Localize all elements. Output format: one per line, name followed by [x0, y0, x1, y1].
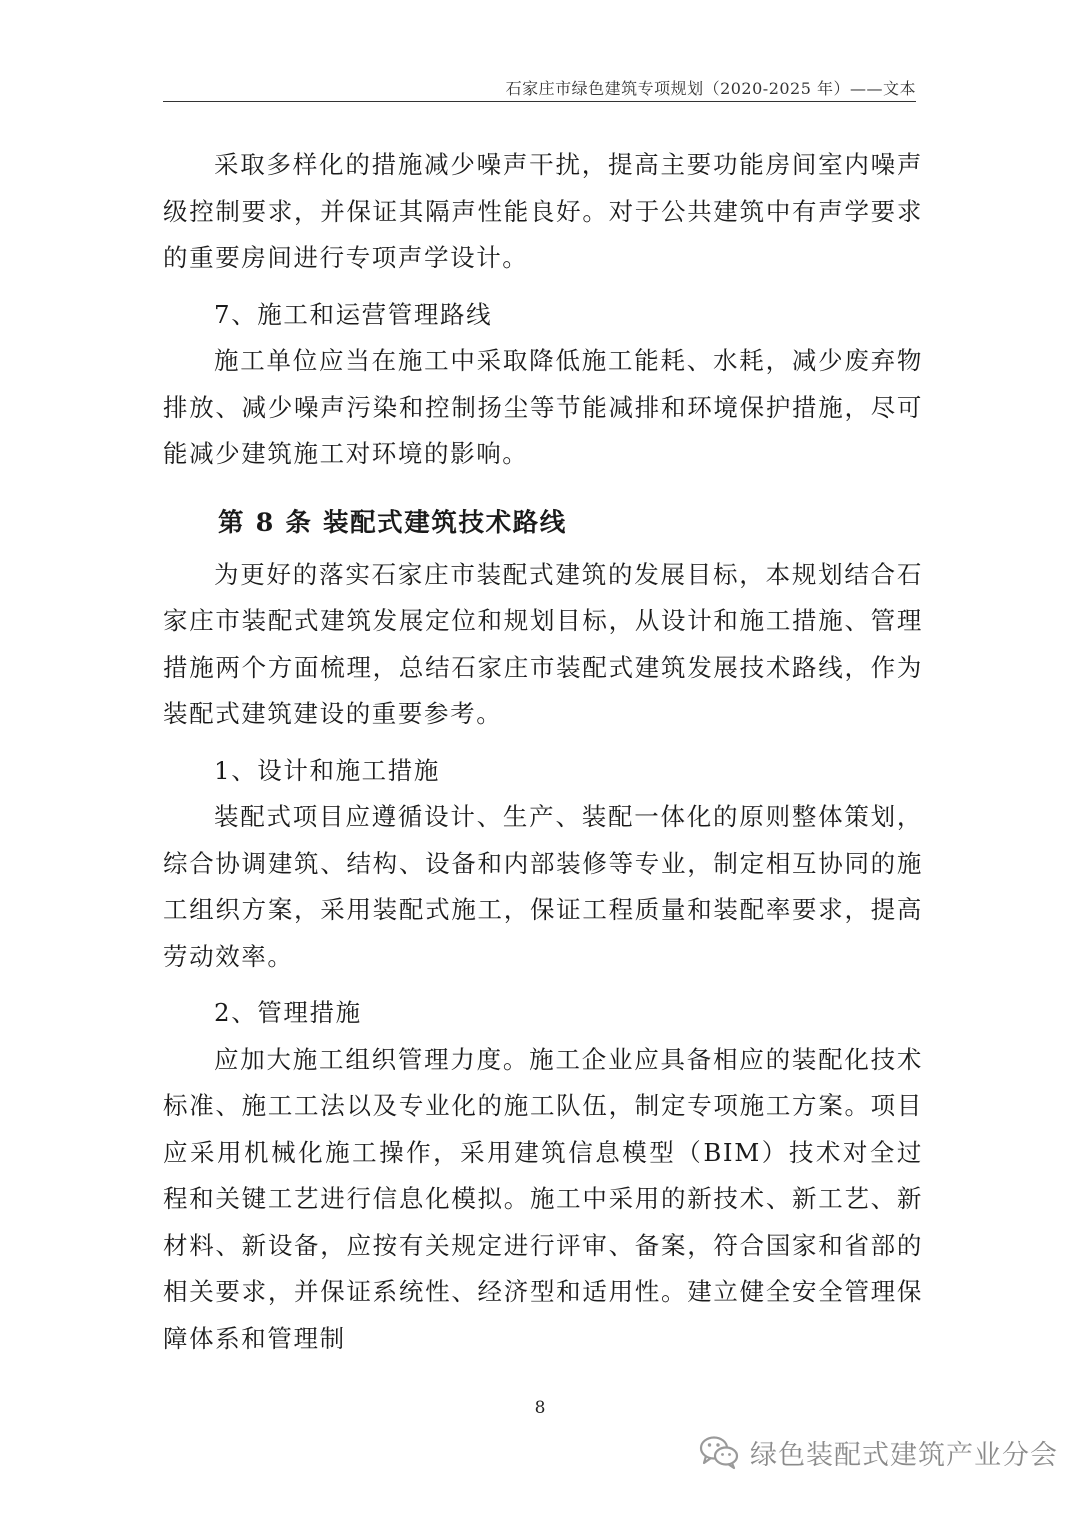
paragraph-design-construction: 装配式项目应遵循设计、生产、装配一体化的原则整体策划，综合协调建筑、结构、设备和内部装修等专业，制定相互协同的施工组织方案，采用装配式施工，保证工程质量和装配率要求，提高劳动效率。: [163, 802, 923, 971]
document-body: [163, 142, 923, 1362]
running-header: 石家庄市绿色建筑专项规划（2020-2025 年）——文本: [505, 79, 916, 98]
wechat-watermark: [698, 1432, 1058, 1472]
page-number: 8: [534, 1398, 546, 1418]
paragraph-management: 应加大施工组织管理力度。施工企业应具备相应的装配化技术标准、施工工法以及专业化的施工队伍，制定专项施工方案。项目应采用机械化施工操作，采用建筑信息模型（BIM）技术对全过程和关键工艺进行信息化模拟。施工中采用的新技术、新工艺、新材料、新设备，应按有关规定进行评审、备案，符合国家和省部的相关要求，并保证系统性、经济型和适用性。建立健全安全管理保障体系和管理制: [163, 1044, 923, 1353]
section-heading-design-construction: 1、设计和施工措施: [214, 755, 440, 785]
header-divider: [163, 101, 916, 102]
section-heading-management: 2、管理措施: [214, 998, 362, 1027]
paragraph-noise-control: 采取多样化的措施减少噪声干扰，提高主要功能房间室内噪声级控制要求，并保证其隔声性能良好。对于公共建筑中有声学要求的重要房间进行专项声学设计。: [163, 150, 923, 272]
article-8-title: 第 8 条 装配式建筑技术路线: [218, 507, 567, 538]
watermark-text: 绿色装配式建筑产业分会: [750, 1439, 1058, 1471]
wechat-icon: [698, 1434, 740, 1470]
paragraph-prefab-intro: 为更好的落实石家庄市装配式建筑的发展目标，本规划结合石家庄市装配式建筑发展定位和规划目标，从设计和施工措施、管理措施两个方面梳理，总结石家庄市装配式建筑发展技术路线，作为装配式建筑建设的重要参考。: [163, 559, 923, 728]
paragraph-construction-management: 施工单位应当在施工中采取降低施工能耗、水耗，减少废弃物排放、减少噪声污染和控制扬尘等节能减排和环境保护措施，尽可能减少建筑施工对环境的影响。: [163, 346, 923, 468]
section-heading-construction-management: 7、施工和运营管理路线: [214, 299, 493, 329]
